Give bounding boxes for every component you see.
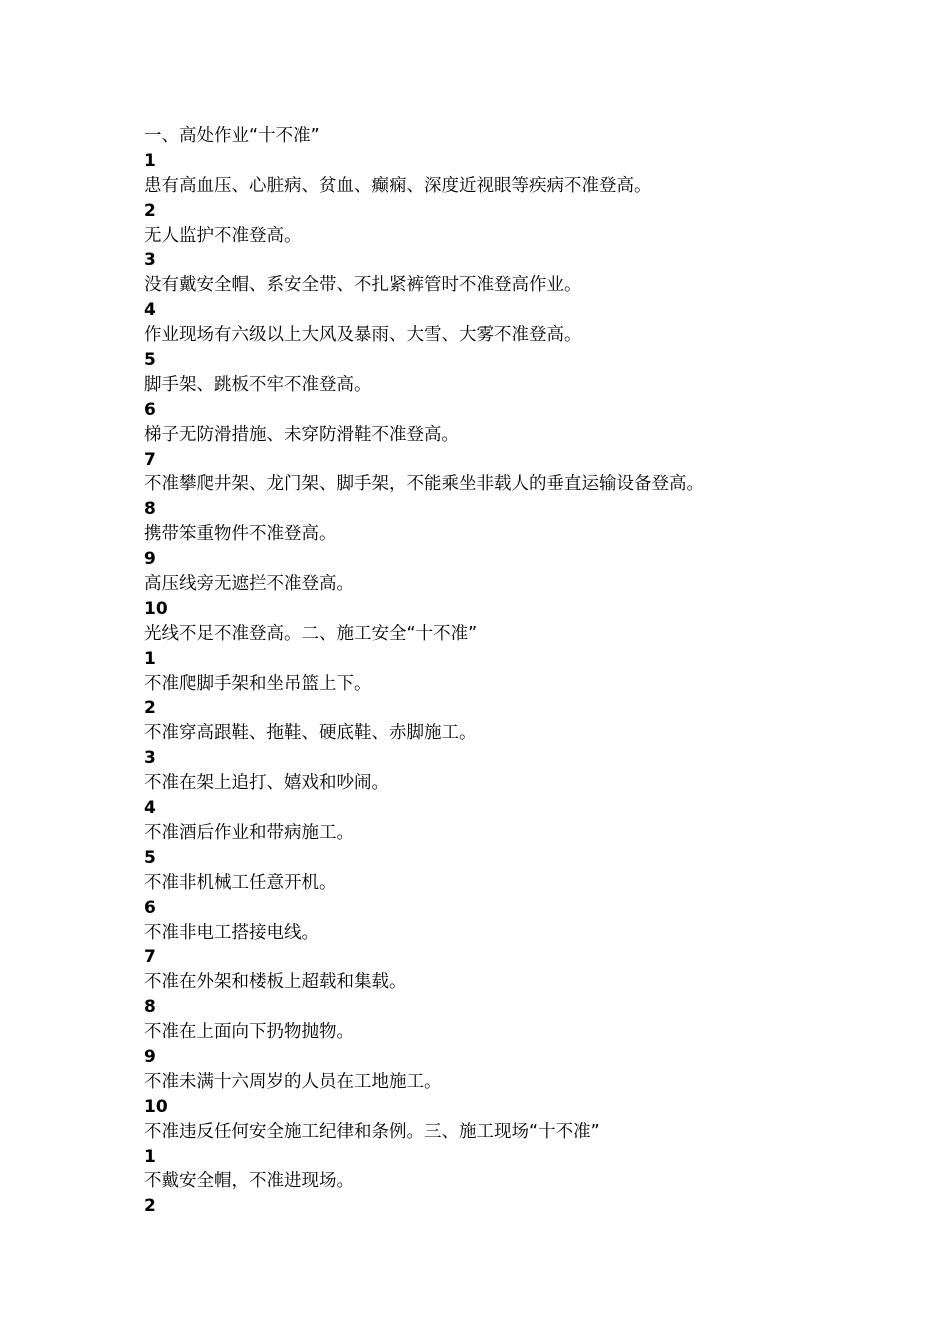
text-line: 一、高处作业“十不准”	[144, 126, 320, 146]
text-line: 不准非机械工任意开机。	[144, 872, 337, 893]
item-number: 6	[144, 897, 156, 918]
item-number: 1	[144, 150, 156, 171]
item-number: 5	[144, 350, 156, 371]
text-line: 不准在架上追打、嬉戏和吵闹。	[144, 773, 389, 794]
item-number: 3	[144, 250, 156, 271]
text-line: 不准在上面向下扔物抛物。	[144, 1022, 354, 1043]
item-number: 1	[144, 1146, 156, 1167]
text-line: 不准未满十六周岁的人员在工地施工。	[144, 1071, 442, 1092]
text-line: 携带笨重物件不准登高。	[144, 524, 337, 545]
item-number: 10	[144, 598, 168, 619]
text-line: 作业现场有六级以上大风及暴雨、大雪、大雾不准登高。	[144, 325, 582, 346]
item-number: 2	[144, 200, 156, 221]
text-line: 光线不足不准登高。二、施工安全“十不准”	[144, 623, 478, 644]
item-number: 2	[144, 1196, 156, 1217]
text-line: 患有高血压、心脏病、贫血、癫痫、深度近视眼等疾病不准登高。	[144, 175, 652, 196]
text-line: 不准违反任何安全施工纪律和条例。三、施工现场“十不准”	[144, 1121, 600, 1142]
text-line: 不准在外架和楼板上超载和集载。	[144, 972, 407, 993]
text-line: 不准攀爬井架、龙门架、脚手架，不能乘坐非载人的垂直运输设备登高。	[144, 474, 704, 495]
item-number: 9	[144, 549, 156, 570]
item-number: 8	[144, 997, 156, 1018]
text-line: 高压线旁无遮拦不准登高。	[144, 574, 354, 595]
text-line: 脚手架、跳板不牢不准登高。	[144, 374, 372, 395]
item-number: 4	[144, 300, 156, 321]
document-body	[144, 124, 924, 1219]
text-line: 不戴安全帽，不准进现场。	[144, 1171, 354, 1192]
text-line: 不准爬脚手架和坐吊篮上下。	[144, 673, 372, 694]
item-number: 9	[144, 1046, 156, 1067]
text-line: 梯子无防滑措施、未穿防滑鞋不准登高。	[144, 424, 459, 445]
item-number: 3	[144, 748, 156, 769]
item-number: 8	[144, 499, 156, 520]
item-number: 4	[144, 798, 156, 819]
text-line: 不准酒后作业和带病施工。	[144, 822, 354, 843]
text-line: 不准非电工搭接电线。	[144, 922, 319, 943]
item-number: 7	[144, 449, 156, 470]
item-number: 2	[144, 698, 156, 719]
text-line: 不准穿高跟鞋、拖鞋、硬底鞋、赤脚施工。	[144, 723, 477, 744]
item-number: 5	[144, 847, 156, 868]
text-line: 没有戴安全帽、系安全带、不扎紧裤管时不准登高作业。	[144, 275, 582, 296]
item-number: 1	[144, 648, 156, 669]
item-number: 6	[144, 399, 156, 420]
item-number: 10	[144, 1096, 168, 1117]
text-line: 无人监护不准登高。	[144, 225, 302, 246]
item-number: 7	[144, 947, 156, 968]
